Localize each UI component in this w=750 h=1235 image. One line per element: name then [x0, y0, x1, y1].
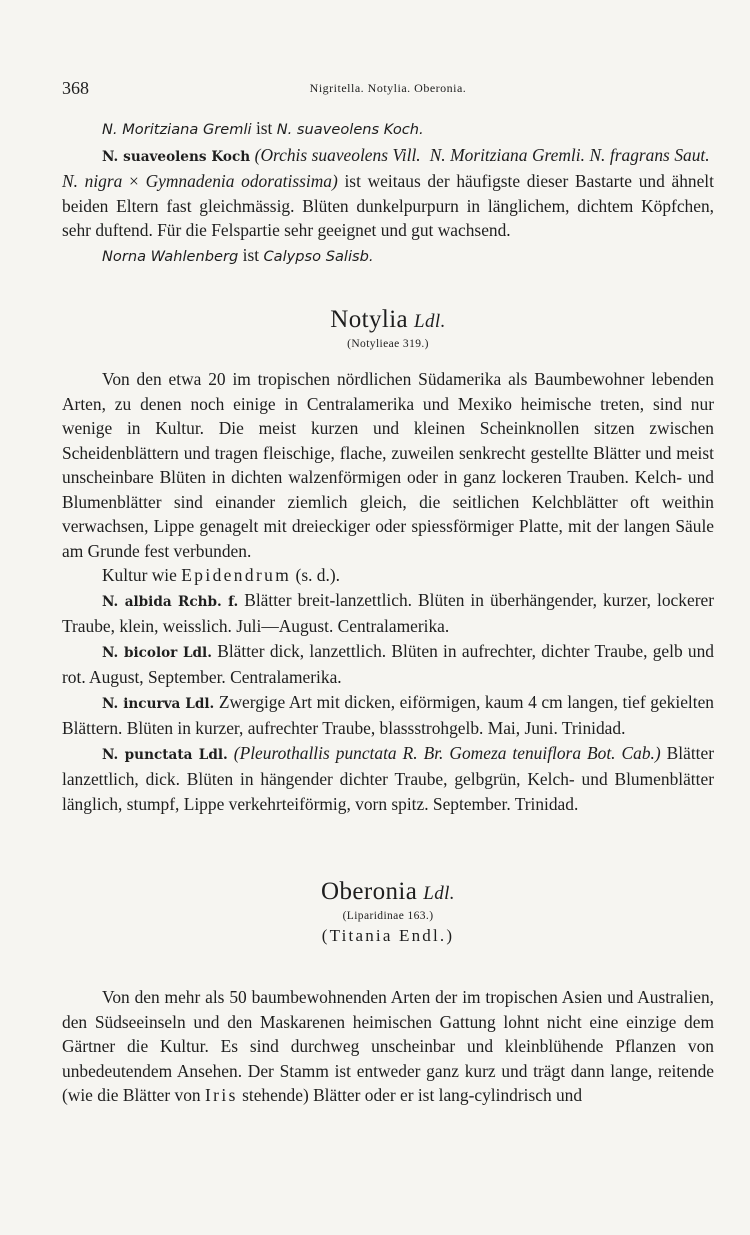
culture-note: Kultur wie Epidendrum (s. d.). [102, 565, 340, 585]
species-entry-albida: N. albida Rchb. f. Blätter breit-lanzettlich. Blüten in überhängender, kurzer, lockerer Traube, klein, weisslich. Juli—August. Centralamerika. [62, 589, 714, 636]
page-number: 368 [62, 78, 89, 98]
genus-title-oberonia: Oberonia Ldl. [321, 878, 455, 905]
oberonia-section [62, 985, 714, 1108]
species-entry-incurva: N. incurva Ldl. Zwergige Art mit dicken, eiförmigen, kaum 4 cm langen, tief gekielten Blättern. Blüten in kurzer, aufrechter Traube, blassstrohgelb. Mai, Juni. Trinidad. [62, 691, 715, 738]
species-entry-suaveolens: N. suaveolens Koch (Orchis suaveolens Vill. N. Moritziana Gremli. N. fragrans Saut. N. nigra × Gymnadenia odoratissima) ist weitaus der häufigste dieser Bastarte und ähnelt beiden Eltern fast gleichmässig. Blüten dunkelpurpurn in länglichem, dichtem Köpfchen, sehr duftend. Für die Felspartie sehr geeignet und gut wachsend. [62, 144, 714, 240]
species-entry-bicolor: N. bicolor Ldl. Blätter dick, lanzettlich. Blüten in aufrechter, dichter Traube, gelb und rot. August, September. Centralamerika. [62, 640, 715, 687]
nigritella-section [62, 116, 714, 269]
notylia-section [62, 367, 714, 816]
species-entry-punctata: N. punctata Ldl. (Pleurothallis punctata R. Br. Gomeza tenuiflora Bot. Cab.) Blätter lanzettlich, dick. Blüten in hängender dichter Traube, gelbgrün, Kelch- und Blumenblätter länglich, stumpf, Lippe verkehrteiförmig, vorn spitz. September. Trinidad. [62, 742, 714, 814]
notylia-heading [62, 306, 714, 350]
running-head: Nigritella. Notylia. Oberonia. [309, 81, 467, 95]
tribe-notylia: (Notylieae 319.) [347, 338, 429, 350]
genus-description: Von den etwa 20 im tropischen nördlichen Südamerika als Baumbewohner lebenden Arten, zu denen noch einige in Centralamerika und Mexiko heimische treten, sind nur wenige in Kultur. Die meist kurzen und kleinen Scheinknollen sitzen zwischen Scheidenblättern und tragen fleischige, flache, zuweilen senkrecht gestellte Blätter und meist unscheinbare Blüten in dichten walzenförmigen oder in ganz lockeren Trauben. Kelch- und Blumenblätter sind einander ziemlich gleich, die seitlichen Kelchblätter oft weithin verwachsen, Lippe genagelt mit dreieckiger oder spiessförmiger Platte, mit der langen Säule am Grunde fest verbunden. [62, 369, 714, 561]
tribe-oberonia: (Liparidinae 163.) [342, 910, 434, 922]
page-header [62, 78, 714, 104]
synonym-line-moritziana: N. Moritziana Gremli ist N. suaveolens Koch. [102, 118, 424, 138]
genus-description: Von den mehr als 50 baumbewohnenden Arten der im tropischen Asien und Australien, den Südseeinseln und den Maskarenen heimischen Gattung lohnt nicht eine einzige dem Gärtner die Kultur. Es sind durchweg unscheinbar und kleinblühende Pflanzen von unbedeutendem Ansehen. Der Stamm ist entweder ganz kurz und trägt dann lange, reitende (wie die Blätter von Iris stehende) Blätter oder er ist lang-cylindrisch und [62, 987, 714, 1105]
genus-title-notylia: Notylia Ldl. [330, 306, 446, 333]
genus-synonym: (Titania Endl.) [321, 926, 455, 945]
synonym-line-norna: Norna Wahlenberg ist Calypso Salisb. [102, 244, 374, 265]
oberonia-heading [62, 878, 714, 946]
